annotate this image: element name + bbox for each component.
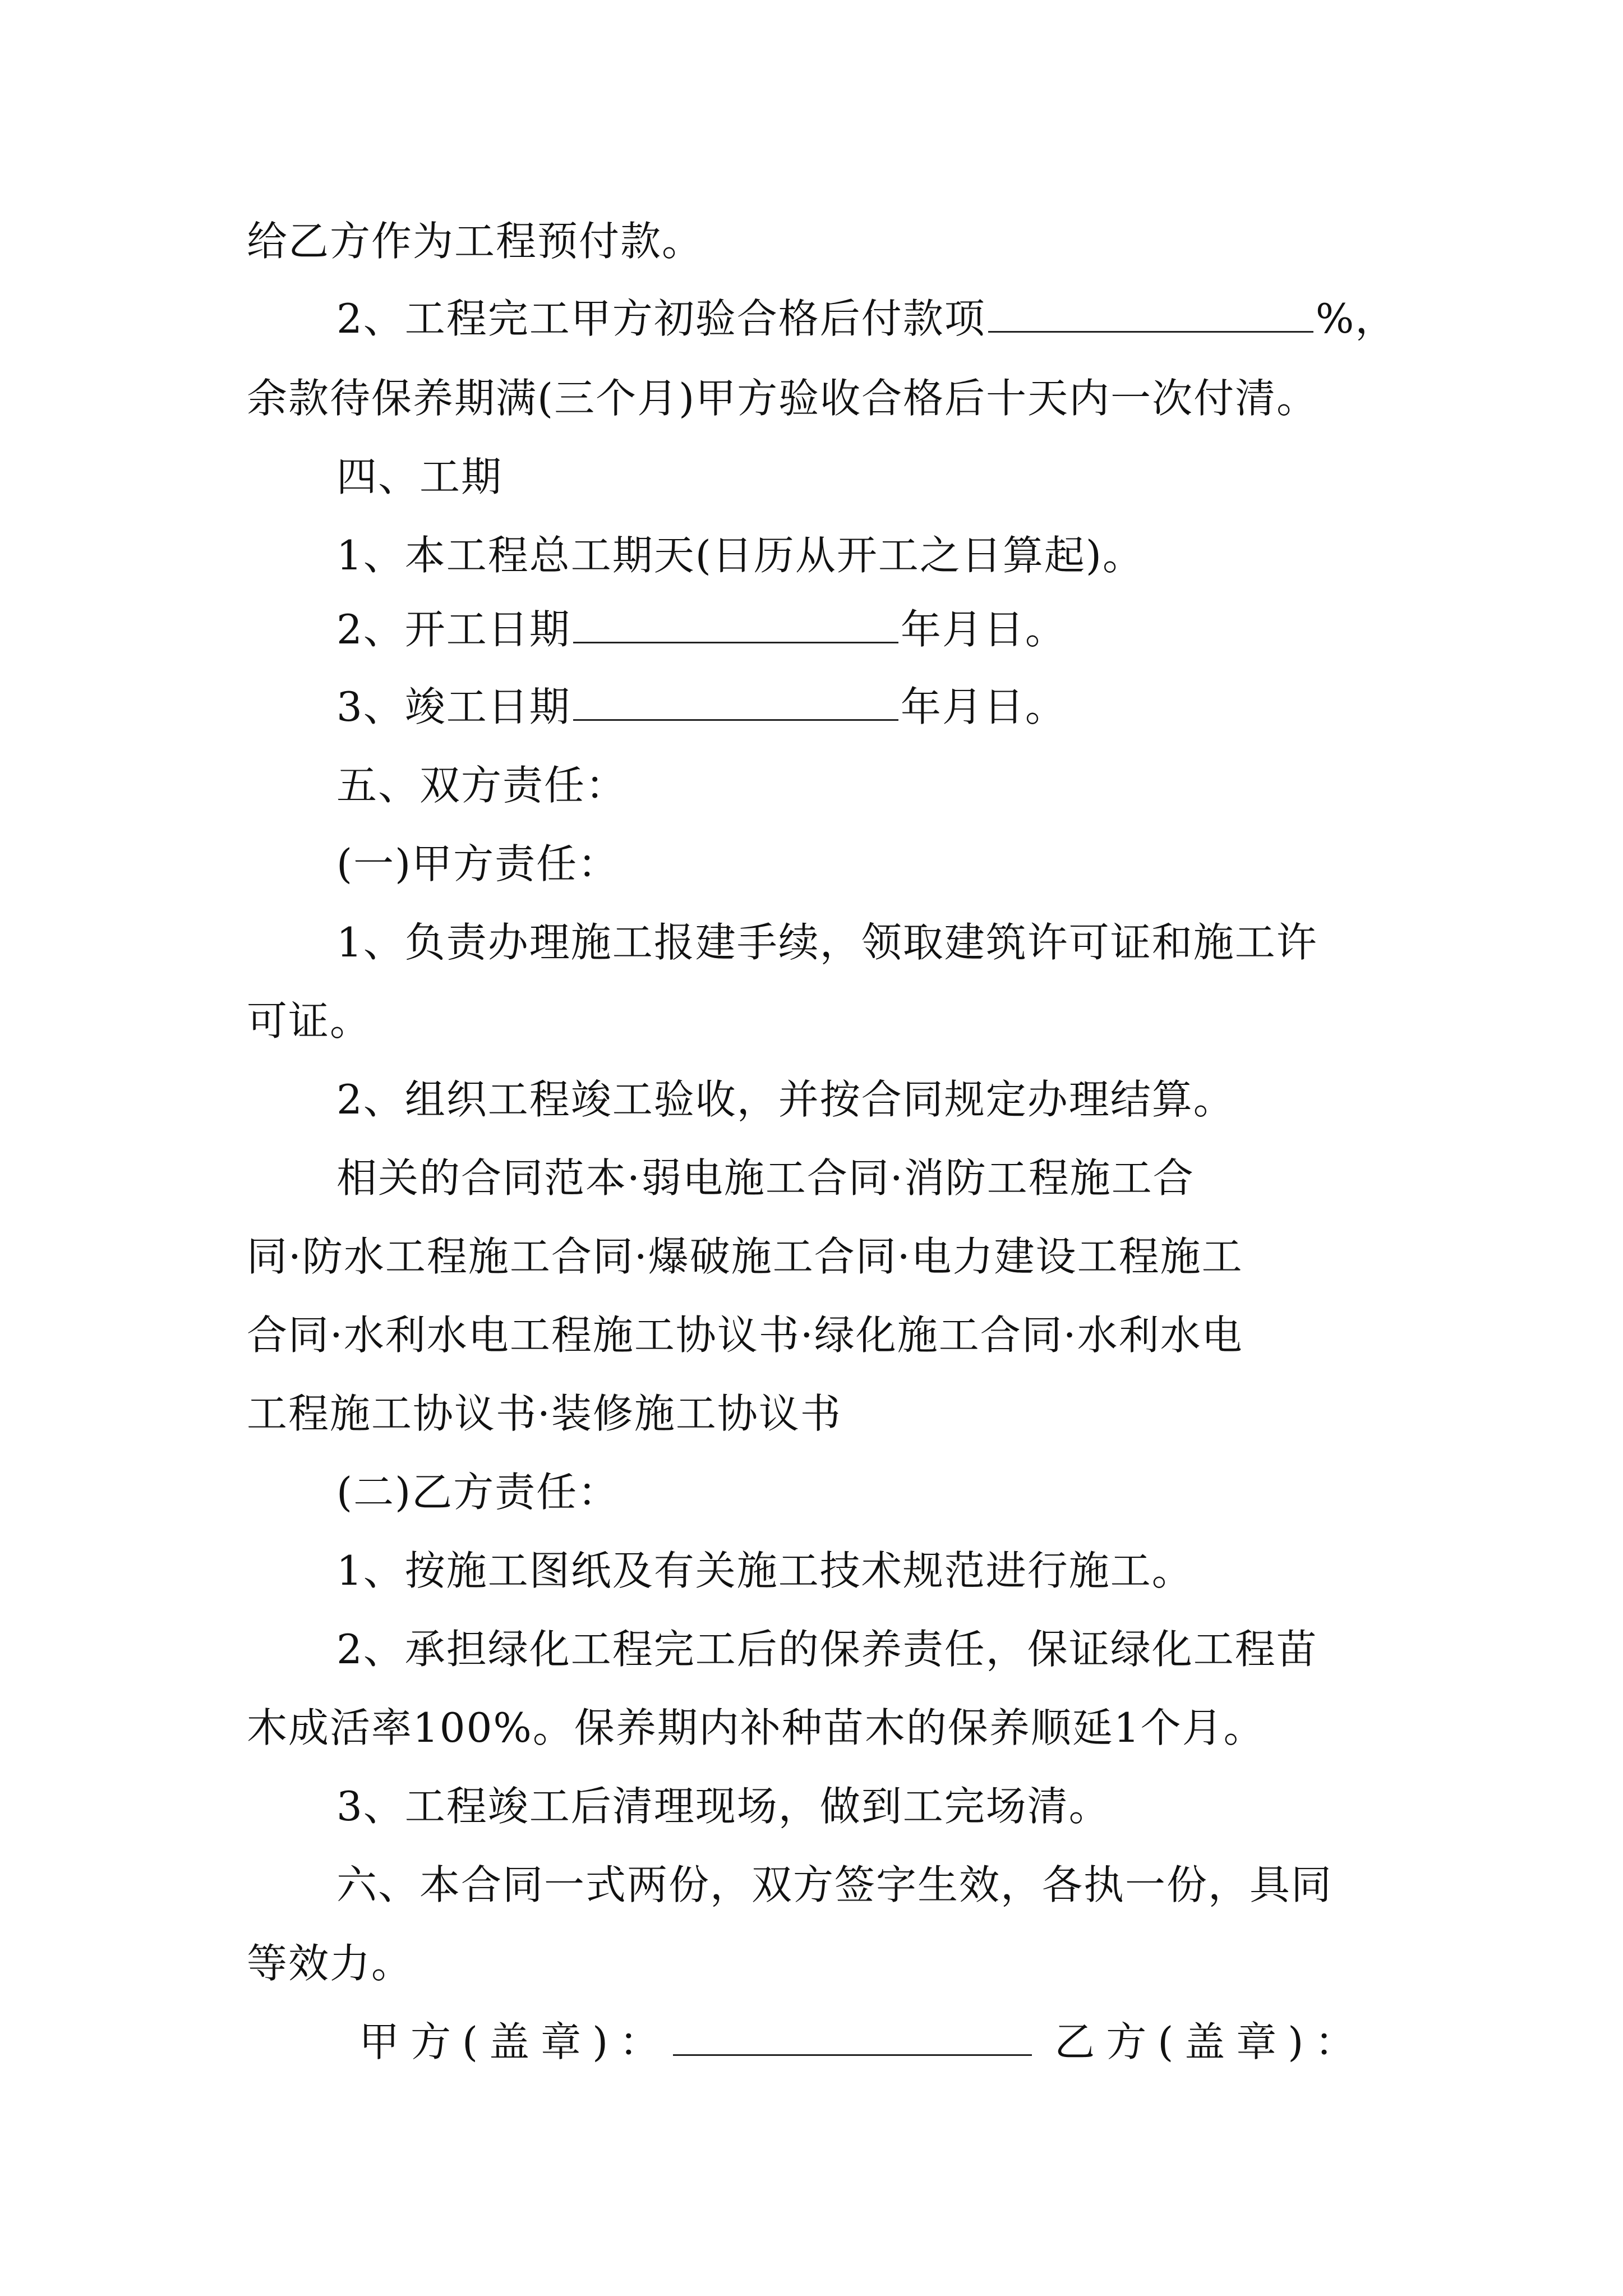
text-line: 可证。 <box>247 997 372 1045</box>
text-span: %， <box>1315 295 1397 342</box>
party-a-seal-blank <box>673 2014 1032 2056</box>
text-line: 2、承担绿化工程完工后的保养责任，保证绿化工程苗 <box>336 1626 1318 1673</box>
related-templates-line: 同·防水工程施工合同·爆破施工合同·电力建设工程施工 <box>247 1233 1243 1280</box>
text-line: 木成活率100%。保养期内补种苗木的保养顺延1个月。 <box>247 1704 1265 1751</box>
signature-line <box>359 2014 1366 2070</box>
completion-date-line <box>336 679 1067 735</box>
party-a-seal-label: 甲方(盖章)： <box>359 2018 671 2065</box>
text-line: 1、本工程总工期天(日历从开工之日算起)。 <box>336 532 1144 579</box>
text-span: 2、工程完工甲方初验合格后付款项 <box>336 295 986 342</box>
text-line: 1、按施工图纸及有关施工技术规范进行施工。 <box>336 1547 1193 1594</box>
text-span: 年月日。 <box>900 606 1067 653</box>
section-heading-responsibilities: 五、双方责任： <box>336 762 628 809</box>
party-b-seal-label: 乙方(盖章)： <box>1054 2018 1367 2065</box>
start-date-blank <box>573 601 898 643</box>
text-line: 3、工程竣工后清理现场，做到工完场清。 <box>336 1783 1110 1830</box>
section-heading-schedule: 四、工期 <box>336 453 503 500</box>
subsection-heading-party-a: (一)甲方责任： <box>336 840 620 887</box>
subsection-heading-party-b: (二)乙方责任： <box>336 1469 620 1516</box>
text-span: 年月日。 <box>900 683 1067 730</box>
text-span: 3、竣工日期 <box>336 683 571 730</box>
text-line: 余款待保养期满(三个月)甲方验收合格后十天内一次付清。 <box>247 375 1318 422</box>
payment-clause-line <box>336 291 1396 347</box>
text-line: 2、组织工程竣工验收，并按合同规定办理结算。 <box>336 1076 1235 1123</box>
related-templates-line: 合同·水利水电工程施工协议书·绿化施工合同·水利水电 <box>247 1312 1243 1359</box>
text-line: 1、负责办理施工报建手续，领取建筑许可证和施工许 <box>336 919 1318 966</box>
related-templates-line: 相关的合同范本·弱电施工合同·消防工程施工合 <box>336 1154 1195 1202</box>
text-span: 2、开工日期 <box>336 606 571 653</box>
text-line: 六、本合同一式两份，双方签字生效，各执一份，具同 <box>336 1861 1333 1908</box>
completion-date-blank <box>573 679 898 721</box>
start-date-line <box>336 601 1067 657</box>
text-line: 给乙方作为工程预付款。 <box>247 218 704 265</box>
related-templates-line: 工程施工协议书·装修施工协议书 <box>247 1390 842 1437</box>
text-line: 等效力。 <box>247 1940 413 1987</box>
percent-blank <box>988 291 1313 333</box>
